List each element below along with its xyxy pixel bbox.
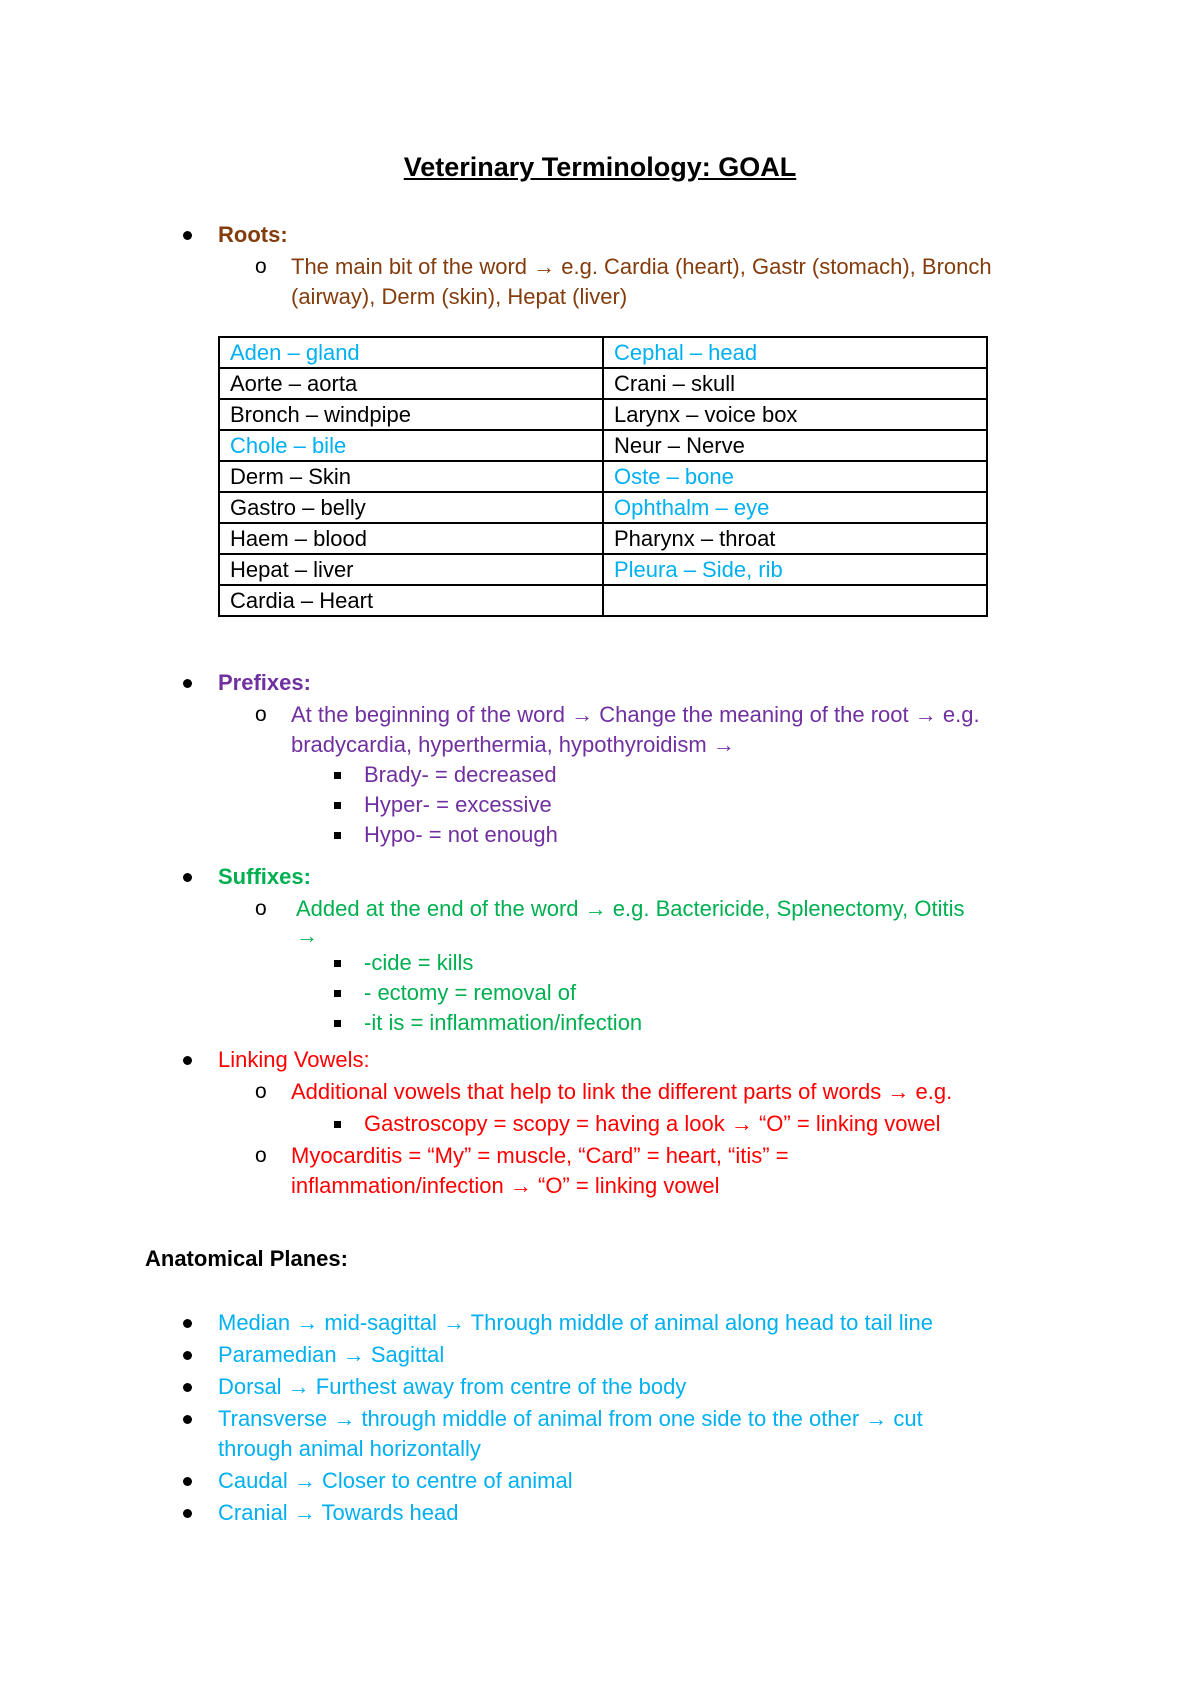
plane-item-text: Paramedian → Sagittal <box>218 1342 445 1367</box>
roots-table-cell: Chole – bile <box>219 430 603 461</box>
linking-desc2-line2: inflammation/infection → “O” = linking vowel <box>291 1173 720 1198</box>
suffix-item-text: -it is = inflammation/infection <box>364 1010 643 1035</box>
prefix-item-text: Brady- = decreased <box>364 762 557 787</box>
bullet-icon <box>183 1319 192 1328</box>
roots-table <box>218 336 988 617</box>
roots-table-cell: Ophthalm – eye <box>603 492 987 523</box>
bullet-icon <box>183 1509 192 1518</box>
roots-section <box>218 220 1098 312</box>
linking-sub-item <box>364 1109 1098 1139</box>
plane-item-continuation <box>218 1434 1098 1464</box>
roots-desc-line1: The main bit of the word → e.g. Cardia (heart), Gastr (stomach), Bronch <box>291 254 992 279</box>
plane-item-text: Transverse → through middle of animal from one side to the other → cut <box>218 1406 923 1431</box>
square-bullet-icon <box>334 960 341 967</box>
anatomical-planes-heading: Anatomical Planes: <box>145 1246 348 1271</box>
roots-table-row <box>219 399 987 430</box>
square-bullet-icon <box>334 1020 341 1027</box>
suffix-item <box>364 978 1098 1008</box>
roots-table-cell: Aden – gland <box>219 337 603 368</box>
roots-heading <box>218 220 1098 250</box>
plane-item <box>218 1340 1098 1370</box>
circle-bullet-icon: o <box>255 1144 267 1167</box>
roots-table-cell <box>603 585 987 616</box>
roots-description <box>255 252 1098 312</box>
roots-table-cell: Bronch – windpipe <box>219 399 603 430</box>
plane-item-text: through animal horizontally <box>218 1436 481 1461</box>
roots-table-row <box>219 461 987 492</box>
linking-desc2-line1: Myocarditis = “My” = muscle, “Card” = heart, “itis” = <box>291 1143 789 1168</box>
bullet-icon <box>183 873 192 882</box>
roots-table-cell: Derm – Skin <box>219 461 603 492</box>
roots-table-cell: Pleura – Side, rib <box>603 554 987 585</box>
bullet-icon <box>183 1383 192 1392</box>
bullet-icon <box>183 1477 192 1486</box>
linking-sub1-text: Gastroscopy = scopy = having a look → “O” = linking vowel <box>364 1111 941 1136</box>
square-bullet-icon <box>334 1121 341 1128</box>
planes-list <box>218 1308 1098 1528</box>
prefix-item-text: Hyper- = excessive <box>364 792 552 817</box>
plane-item-text: Caudal → Closer to centre of animal <box>218 1468 573 1493</box>
roots-table-cell: Gastro – belly <box>219 492 603 523</box>
circle-bullet-icon: o <box>255 255 267 278</box>
prefix-item <box>364 790 1098 820</box>
prefixes-section <box>218 668 1098 850</box>
suffix-item-text: - ectomy = removal of <box>364 980 577 1005</box>
plane-item <box>218 1466 1098 1496</box>
suffixes-desc-line1: Added at the end of the word → e.g. Bactericide, Splenectomy, Otitis <box>296 896 965 921</box>
roots-table-row <box>219 523 987 554</box>
roots-table-row <box>219 554 987 585</box>
plane-item <box>218 1404 1098 1434</box>
roots-desc-line2: (airway), Derm (skin), Hepat (liver) <box>291 284 628 309</box>
bullet-icon <box>183 1415 192 1424</box>
prefix-item-text: Hypo- = not enough <box>364 822 558 847</box>
roots-table-cell: Cephal – head <box>603 337 987 368</box>
square-bullet-icon <box>334 802 341 809</box>
linking-description-2 <box>255 1141 1098 1201</box>
prefix-item <box>364 760 1098 790</box>
prefixes-description <box>255 700 1098 760</box>
square-bullet-icon <box>334 832 341 839</box>
roots-table-row <box>219 337 987 368</box>
linking-section <box>218 1045 1098 1201</box>
suffix-item <box>364 1008 1098 1038</box>
suffix-item-text: -cide = kills <box>364 950 474 975</box>
square-bullet-icon <box>334 990 341 997</box>
roots-table-row <box>219 430 987 461</box>
roots-table-cell: Aorte – aorta <box>219 368 603 399</box>
linking-description-1 <box>255 1077 1098 1107</box>
linking-desc1-text: Additional vowels that help to link the different parts of words → e.g. <box>291 1079 953 1104</box>
roots-table-row <box>219 585 987 616</box>
roots-table-cell: Neur – Nerve <box>603 430 987 461</box>
prefixes-heading-text: Prefixes: <box>218 670 311 695</box>
square-bullet-icon <box>334 772 341 779</box>
roots-table-cell: Oste – bone <box>603 461 987 492</box>
bullet-icon <box>183 1351 192 1360</box>
roots-table-cell: Larynx – voice box <box>603 399 987 430</box>
roots-heading-text: Roots: <box>218 222 288 247</box>
roots-table-cell: Hepat – liver <box>219 554 603 585</box>
suffixes-section <box>218 862 1098 1038</box>
plane-item <box>218 1498 1098 1528</box>
prefixes-heading <box>218 668 1098 698</box>
plane-item-text: Dorsal → Furthest away from centre of the body <box>218 1374 687 1399</box>
suffixes-heading-text: Suffixes: <box>218 864 311 889</box>
roots-table-row <box>219 492 987 523</box>
prefixes-desc-line1: At the beginning of the word → Change the meaning of the root → e.g. <box>291 702 980 727</box>
plane-item <box>218 1308 1098 1338</box>
prefix-item <box>364 820 1098 850</box>
bullet-icon <box>183 1056 192 1065</box>
plane-item-text: Cranial → Towards head <box>218 1500 459 1525</box>
plane-item <box>218 1372 1098 1402</box>
roots-table-cell: Cardia – Heart <box>219 585 603 616</box>
linking-heading <box>218 1045 1098 1075</box>
plane-item-text: Median → mid-sagittal → Through middle of animal along head to tail line <box>218 1310 933 1335</box>
linking-heading-text: Linking Vowels: <box>218 1047 370 1072</box>
suffixes-heading <box>218 862 1098 892</box>
circle-bullet-icon: o <box>255 703 267 726</box>
circle-bullet-icon: o <box>255 1080 267 1103</box>
prefixes-desc-line2: bradycardia, hyperthermia, hypothyroidism → <box>291 732 735 757</box>
roots-table-cell: Pharynx – throat <box>603 523 987 554</box>
circle-bullet-icon: o <box>255 897 267 920</box>
roots-table-cell: Crani – skull <box>603 368 987 399</box>
page-title: Veterinary Terminology: GOAL <box>403 152 797 182</box>
bullet-icon <box>183 679 192 688</box>
roots-table-cell: Haem – blood <box>219 523 603 554</box>
suffixes-description <box>255 894 1098 948</box>
bullet-icon <box>183 231 192 240</box>
roots-table-row <box>219 368 987 399</box>
suffixes-desc-line2: → <box>296 923 318 948</box>
suffix-item <box>364 948 1098 978</box>
